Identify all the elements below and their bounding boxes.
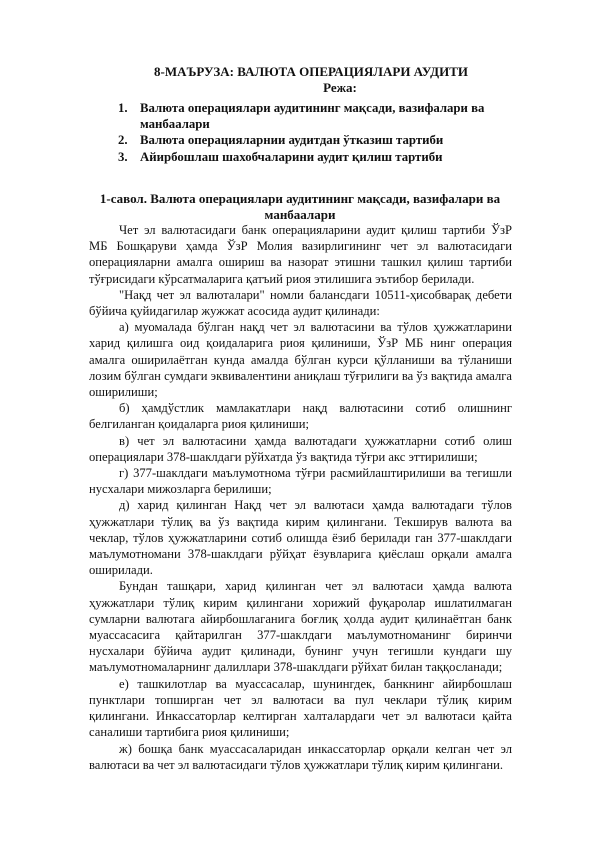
plan-item-text: Валюта операциялари аудитининг мақсади, вазифалари ва манбаалари bbox=[140, 101, 485, 132]
paragraph: д) харид қилинган Нақд чет эл валютаси ҳамда валютадаги тўлов ҳужжатлари тўлиқ ва ўз вақтида кирим қилингани. Текширув валюта ва чеклар, тўлов ҳужжатларини сотиб олишда ёзиб берилади ган 377-шаклдаги маълумотномани 378-шаклдаги рўйҳат ёзувларига қиёслаш орқали амалга оширилади. bbox=[89, 498, 512, 578]
plan-item-number: 3. bbox=[118, 149, 128, 164]
paragraph: в) чет эл валютасини ҳамда валютадаги ҳужжатларни сотиб олиш операциялари 378-шаклдаги рўйхатда ўз вақтида тўғри акс эттирилиши; bbox=[89, 433, 512, 464]
plan-item bbox=[118, 100, 538, 132]
plan-item-text: Айирбошлаш шахобчаларини аудит қилиш тартиби bbox=[140, 149, 443, 164]
lecture-title: 8-МАЪРУЗА: ВАЛЮТА ОПЕРАЦИЯЛАРИ АУДИТИ bbox=[153, 64, 468, 79]
plan-item-number: 1. bbox=[118, 101, 128, 115]
paragraph: е) ташкилотлар ва муассасалар, шунингдек, банкнинг айирбошлаш пунктлари топширган чет эл валютаси ва пул чеклари тўлиқ кирим қилингани. Инкассаторлар келтирган халталардаги чет эл валютаси қайта саналиши тартибига риоя қилиниши; bbox=[89, 676, 512, 740]
plan-item bbox=[118, 132, 538, 148]
plan-label: Режа: bbox=[323, 80, 357, 95]
plan-item-text: Валюта операцияларнии аудитдан ўтказиш тартиби bbox=[140, 133, 444, 148]
paragraph: а) муомалада бўлган нақд чет эл валютасини ва тўлов ҳужжатларини харид қилишга оид қоидаларига риоя қилиниши, ЎзР МБ нинг операция амалга оширилаётган кунда амалда бўлган курси қўлланиши ва тўланиши лозим бўлган сумдаги эквивалентини аниқлаш тўғрилиги ва ўз вақтида амалга оширилиши; bbox=[89, 320, 512, 400]
section-heading: 1-савол. Валюта операциялари аудитининг мақсади, вазифалари ва манбаалари bbox=[99, 191, 501, 222]
body-text bbox=[89, 222, 512, 773]
paragraph: Чет эл валютасидаги банк операцияларини аудит қилиш тартиби ЎзР МБ Бошқаруви ҳамда ЎзР Молия вазирлигининг чет эл валютасидаги операцияларни амалга ошириш ва назорат этишни ташкил қилиш тартиби тўғрисидаги кўрсатмаларига қатъий риоя этилишига эътибор берилади. bbox=[89, 223, 512, 286]
plan-item bbox=[118, 149, 538, 165]
paragraph: Бундан ташқари, харид қилинган чет эл валютаси ҳамда валюта ҳужжатлари тўлиқ кирим қилингани хорижий фуқаролар ишлатилмаган сумларни валютага айирбошлаганига боғлиқ ҳолда аудит қилинаётган банк муассасасига қайтарилган 377-шаклдаги маълумотноманинг биринчи нусхалари бўйича аудит қилинади, бунинг учун тегишли кундаги шу маълумотномаларнинг далиллари 378-шаклдаги рўйхат билан таққосланади; bbox=[89, 579, 512, 675]
paragraph: г) 377-шаклдаги маълумотнома тўғри расмийлаштирилиши ва тегишли нусхалари мижозларга берилиши; bbox=[89, 466, 512, 497]
paragraph: ж) бошқа банк муассасаларидан инкассаторлар орқали келган чет эл валютаси ва чет эл валютасидаги тўлов ҳужжатлари тўлиқ кирим қилингани. bbox=[89, 741, 512, 772]
paragraph: б) ҳамдўстлик мамлакатлари нақд валютасини сотиб олишнинг белгиланган қоидаларга риоя қилиниши; bbox=[89, 401, 512, 432]
paragraph: "Нақд чет эл валюталари" номли балансдаги 10511-ҳисобварақ дебети бўйича қуйидагилар жужжат асосида аудит қилинади: bbox=[89, 287, 512, 319]
plan-item-number: 2. bbox=[118, 133, 128, 148]
plan-list bbox=[118, 100, 538, 165]
